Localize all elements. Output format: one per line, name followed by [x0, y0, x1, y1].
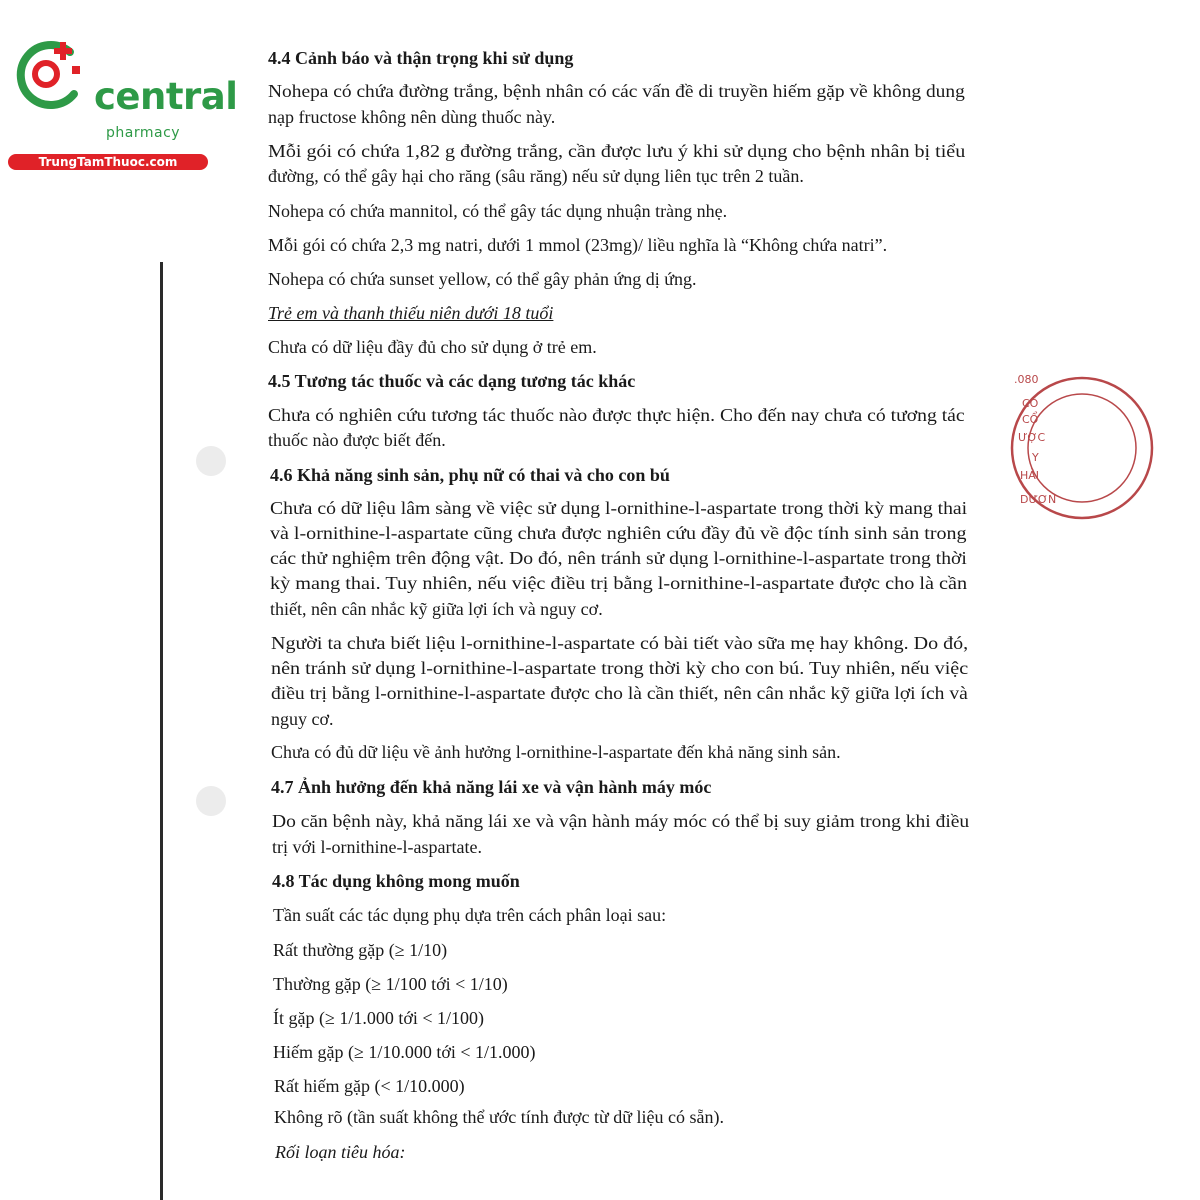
body-text-line: Chưa có dữ liệu lâm sàng về việc sử dụng l-ornithine-l-aspartate trong thời kỳ mang thai [270, 498, 968, 518]
body-text-line: và l-ornithine-l-aspartate cũng chưa được nghiên cứu đầy đủ về độc tính sinh sản trong [270, 523, 967, 543]
body-text-line: Người ta chưa biết liệu l-ornithine-l-aspartate có bài tiết vào sữa mẹ hay không. Do đó, [271, 633, 969, 653]
body-text-line: nạp fructose không nên dùng thuốc này. [268, 107, 556, 127]
body-text-line: điều trị bằng l-ornithine-l-aspartate được cho là cần thiết, nên cân nhắc kỹ giữa lợi ích và [271, 683, 968, 703]
stamp-text: CÔ [1022, 397, 1039, 410]
body-text-line: Chưa có đủ dữ liệu về ảnh hưởng l-ornithine-l-aspartate đến khả năng sinh sản. [271, 742, 841, 762]
body-text-line: nên tránh sử dụng l-ornithine-l-aspartate trong thời kỳ cho con bú. Tuy nhiên, nếu việc [271, 658, 969, 678]
body-text-line: Mỗi gói có chứa 1,82 g đường trắng, cần được lưu ý khi sử dụng cho bệnh nhân bị tiểu [268, 141, 966, 161]
body-text-line: trị với l-ornithine-l-aspartate. [272, 837, 482, 857]
brand-subtitle: pharmacy [106, 125, 181, 141]
body-text-line: Chưa có nghiên cứu tương tác thuốc nào được thực hiện. Cho đến nay chưa có tương tác [268, 405, 965, 425]
stamp-text: DƯƠN [1020, 493, 1057, 506]
body-text-line: Tần suất các tác dụng phụ dựa trên cách phân loại sau: [273, 905, 667, 925]
body-text-line: Rất thường gặp (≥ 1/10) [273, 940, 448, 960]
section-heading: 4.6 Khả năng sinh sản, phụ nữ có thai và cho con bú [270, 465, 670, 485]
stamp-text: ƯỢC [1018, 431, 1046, 444]
subheading: Trẻ em và thanh thiếu niên dưới 18 tuổi [268, 303, 554, 323]
stamp-text: CỔ [1022, 413, 1039, 426]
body-text-line: Rối loạn tiêu hóa: [275, 1142, 406, 1162]
stamp-text: .080 [1014, 373, 1039, 386]
body-text-line: đường, có thể gây hại cho răng (sâu răng) nếu sử dụng liên tục trên 2 tuần. [268, 166, 804, 186]
body-text-line: Rất hiếm gặp (< 1/10.000) [274, 1076, 465, 1096]
section-heading: 4.5 Tương tác thuốc và các dạng tương tác khác [268, 371, 636, 391]
body-text-line: Do căn bệnh này, khả năng lái xe và vận hành máy móc có thể bị suy giảm trong khi điều [272, 811, 970, 831]
section-heading: 4.8 Tác dụng không mong muốn [272, 871, 520, 891]
body-text-line: Nohepa có chứa mannitol, có thể gây tác dụng nhuận tràng nhẹ. [268, 201, 728, 221]
body-text-line: kỳ mang thai. Tuy nhiên, nếu việc điều trị bằng l-ornithine-l-aspartate được cho là cần [270, 573, 968, 593]
section-heading: 4.4 Cảnh báo và thận trọng khi sử dụng [268, 48, 574, 68]
body-text-line: Nohepa có chứa đường trắng, bệnh nhân có các vấn đề di truyền hiếm gặp về không dung [268, 81, 965, 101]
brand-name: central [94, 75, 238, 118]
body-text-line: Không rõ (tần suất không thể ước tính được từ dữ liệu có sẵn). [274, 1107, 724, 1127]
body-text-line: Chưa có dữ liệu đầy đủ cho sử dụng ở trẻ em. [268, 337, 597, 357]
body-text-line: Nohepa có chứa sunset yellow, có thể gây phản ứng dị ứng. [268, 269, 697, 289]
body-text-line: Thường gặp (≥ 1/100 tới < 1/10) [273, 974, 508, 994]
brand-website-link[interactable]: TrungTamThuoc.com [8, 154, 208, 170]
body-text-line: Ít gặp (≥ 1/1.000 tới < 1/100) [273, 1008, 485, 1028]
body-text-line: Hiếm gặp (≥ 1/10.000 tới < 1/1.000) [273, 1042, 536, 1062]
body-text-line: thiết, nên cân nhắc kỹ giữa lợi ích và nguy cơ. [270, 599, 603, 619]
stamp-text: HẢI [1020, 469, 1040, 482]
body-text-line: Mỗi gói có chứa 2,3 mg natri, dưới 1 mmol (23mg)/ liều nghĩa là “Không chứa natri”. [268, 235, 888, 255]
section-heading: 4.7 Ảnh hưởng đến khả năng lái xe và vận hành máy móc [271, 777, 712, 797]
body-text-line: các thử nghiệm trên động vật. Do đó, nên tránh sử dụng l-ornithine-l-aspartate trong thời [270, 548, 967, 568]
stamp-text: Y [1032, 451, 1039, 464]
body-text-line: nguy cơ. [271, 709, 334, 729]
body-text-line: thuốc nào được biết đến. [268, 430, 446, 450]
